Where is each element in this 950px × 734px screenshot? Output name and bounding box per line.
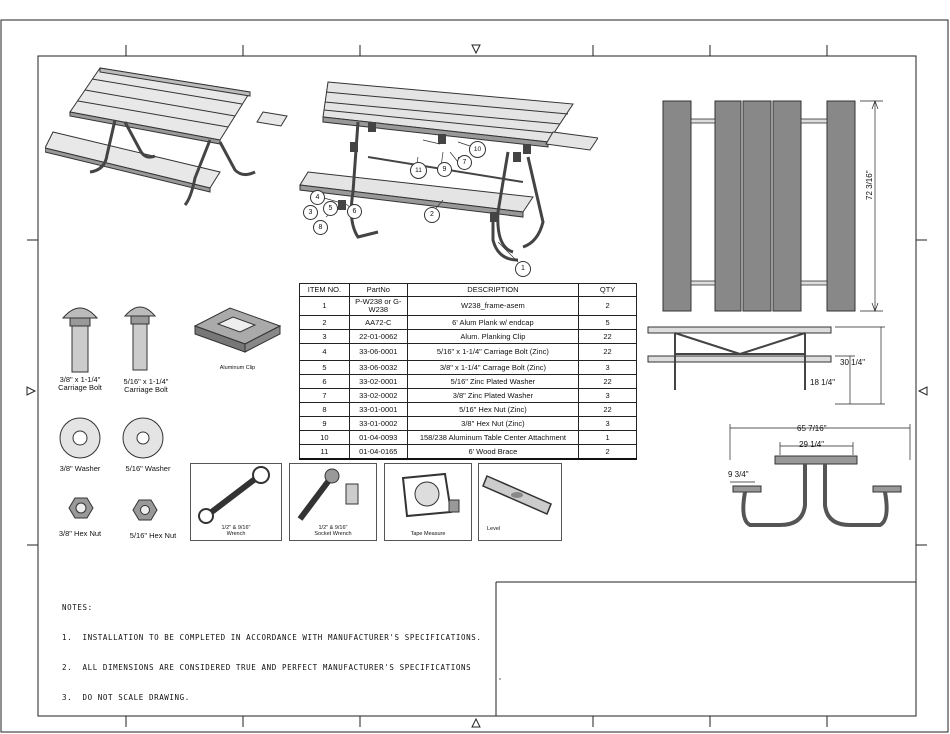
cell-desc: 3/8" Hex Nut (Zinc)	[407, 417, 578, 431]
nut-516-label: 5/16" Hex Nut	[129, 531, 177, 540]
cell-part: 33-06-0032	[349, 361, 407, 375]
cell-item: 2	[300, 316, 350, 330]
note-line: 3. DO NOT SCALE DRAWING.	[62, 693, 190, 702]
cell-desc: 3/8" x 1-1/4" Carrage Bolt (Zinc)	[407, 361, 578, 375]
cell-part: 33-02-0001	[349, 375, 407, 389]
cell-item: 1	[300, 297, 350, 316]
cell-qty: 2	[579, 445, 637, 460]
header-part-no: PartNo	[349, 284, 407, 297]
cell-qty: 5	[579, 316, 637, 330]
cell-desc: 5/16" x 1-1/4" Carriage Bolt (Zinc)	[407, 344, 578, 361]
table-header-row	[300, 284, 637, 297]
dimension-top-width: 29 1/4"	[799, 440, 825, 449]
callout-2: 2	[424, 207, 440, 223]
nut-38-label: 3/8" Hex Nut	[58, 529, 102, 538]
table-row	[300, 316, 637, 330]
note-line: 1. INSTALLATION TO BE COMPLETED IN ACCORDANCE WITH MANUFACTURER'S SPECIFICATIONS.	[62, 633, 482, 642]
cell-qty: 22	[579, 375, 637, 389]
cell-item: 6	[300, 375, 350, 389]
cell-part: 01-04-0165	[349, 445, 407, 460]
table-top-view	[655, 95, 885, 320]
header-item-no: ITEM NO.	[300, 284, 350, 297]
cell-qty: 3	[579, 389, 637, 403]
socket-wrench-label: 1/2" & 9/16" Socket Wrench	[314, 525, 352, 537]
callout-8: 8	[313, 220, 328, 235]
drawing-notes	[62, 583, 481, 713]
washer-38-label: 3/8" Washer	[59, 464, 101, 473]
level-label: Level	[487, 526, 501, 532]
dimension-length: 72 3/16"	[865, 170, 874, 200]
tool-tape-measure	[384, 463, 472, 541]
tool-wrench	[190, 463, 282, 541]
dimension-seat-height: 18 1/4"	[810, 378, 836, 387]
cell-desc: 158/238 Aluminum Table Center Attachment	[407, 431, 578, 445]
bill-of-materials-table	[299, 283, 637, 460]
notes-title: NOTES:	[62, 603, 93, 612]
cell-item: 4	[300, 344, 350, 361]
callout-4: 4	[310, 190, 325, 205]
header-description: DESCRIPTION	[407, 284, 578, 297]
table-row	[300, 403, 637, 417]
table-row	[300, 431, 637, 445]
cell-qty: 2	[579, 297, 637, 316]
callout-10: 10	[469, 141, 486, 158]
cell-qty: 3	[579, 361, 637, 375]
cell-item: 7	[300, 389, 350, 403]
cell-part: 01-04-0093	[349, 431, 407, 445]
callout-5: 5	[323, 201, 338, 216]
cell-item: 8	[300, 403, 350, 417]
cell-part: 33-06-0001	[349, 344, 407, 361]
wrench-icon	[191, 464, 281, 524]
callout-9: 9	[437, 162, 452, 177]
table-row	[300, 417, 637, 431]
table-row	[300, 445, 637, 460]
cell-desc: Alum. Planking Clip	[407, 330, 578, 344]
table-row	[300, 297, 637, 316]
cell-part: 33-01-0001	[349, 403, 407, 417]
dimension-height: 30 1/4"	[840, 358, 866, 367]
callout-6: 6	[347, 204, 362, 219]
callout-7: 7	[457, 155, 472, 170]
wrench-label: 1/2" & 9/16" Wrench	[221, 525, 251, 537]
table-row	[300, 375, 637, 389]
cell-part: 33-02-0002	[349, 389, 407, 403]
callout-11: 11	[410, 162, 427, 179]
bolt-38-label: 3/8" x 1-1/4" Carriage Bolt	[58, 375, 102, 392]
cell-item: 11	[300, 445, 350, 460]
dimension-width: 65 7/16"	[797, 424, 827, 433]
cell-part: AA72-C	[349, 316, 407, 330]
cell-qty: 22	[579, 330, 637, 344]
table-row	[300, 361, 637, 375]
cell-desc: W238_frame-asem	[407, 297, 578, 316]
cell-qty: 1	[579, 431, 637, 445]
table-row	[300, 344, 637, 361]
cell-qty: 22	[579, 403, 637, 417]
cell-desc: 6' Wood Brace	[407, 445, 578, 460]
cell-desc: 3/8" Zinc Plated Washer	[407, 389, 578, 403]
cell-item: 10	[300, 431, 350, 445]
cell-desc: 5/16" Zinc Plated Washer	[407, 375, 578, 389]
clip-label: Aluminum Clip	[219, 365, 256, 371]
table-end-view	[725, 420, 915, 545]
tape-measure-label: Tape Measure	[410, 531, 446, 537]
cell-item: 5	[300, 361, 350, 375]
dimension-seat-width: 9 3/4"	[728, 470, 749, 479]
cell-item: 3	[300, 330, 350, 344]
cell-desc: 5/16" Hex Nut (Zinc)	[407, 403, 578, 417]
table-isometric-view	[45, 60, 295, 220]
level-icon	[479, 464, 561, 524]
header-qty: QTY	[579, 284, 637, 297]
cell-desc: 6' Alum Plank w/ endcap	[407, 316, 578, 330]
cell-part: 22-01-0062	[349, 330, 407, 344]
table-row	[300, 330, 637, 344]
note-line: 2. ALL DIMENSIONS ARE CONSIDERED TRUE AND PERFECT MANUFACTURER'S SPECIFICATIONS	[62, 663, 472, 672]
bolt-516-label: 5/16" x 1-1/4" Carriage Bolt	[123, 377, 169, 394]
callout-3: 3	[303, 205, 318, 220]
callout-1: 1	[515, 261, 531, 277]
tool-socket-wrench	[289, 463, 377, 541]
callout-leaders	[298, 72, 598, 282]
tool-level	[478, 463, 562, 541]
table-row	[300, 389, 637, 403]
cell-part: 33-01-0002	[349, 417, 407, 431]
cell-qty: 22	[579, 344, 637, 361]
tape-measure-icon	[385, 464, 471, 524]
cell-part: P-W238 or G-W238	[349, 297, 407, 316]
cell-qty: 3	[579, 417, 637, 431]
cell-item: 9	[300, 417, 350, 431]
washer-516-label: 5/16" Washer	[125, 464, 171, 473]
socket-wrench-icon	[290, 464, 376, 524]
